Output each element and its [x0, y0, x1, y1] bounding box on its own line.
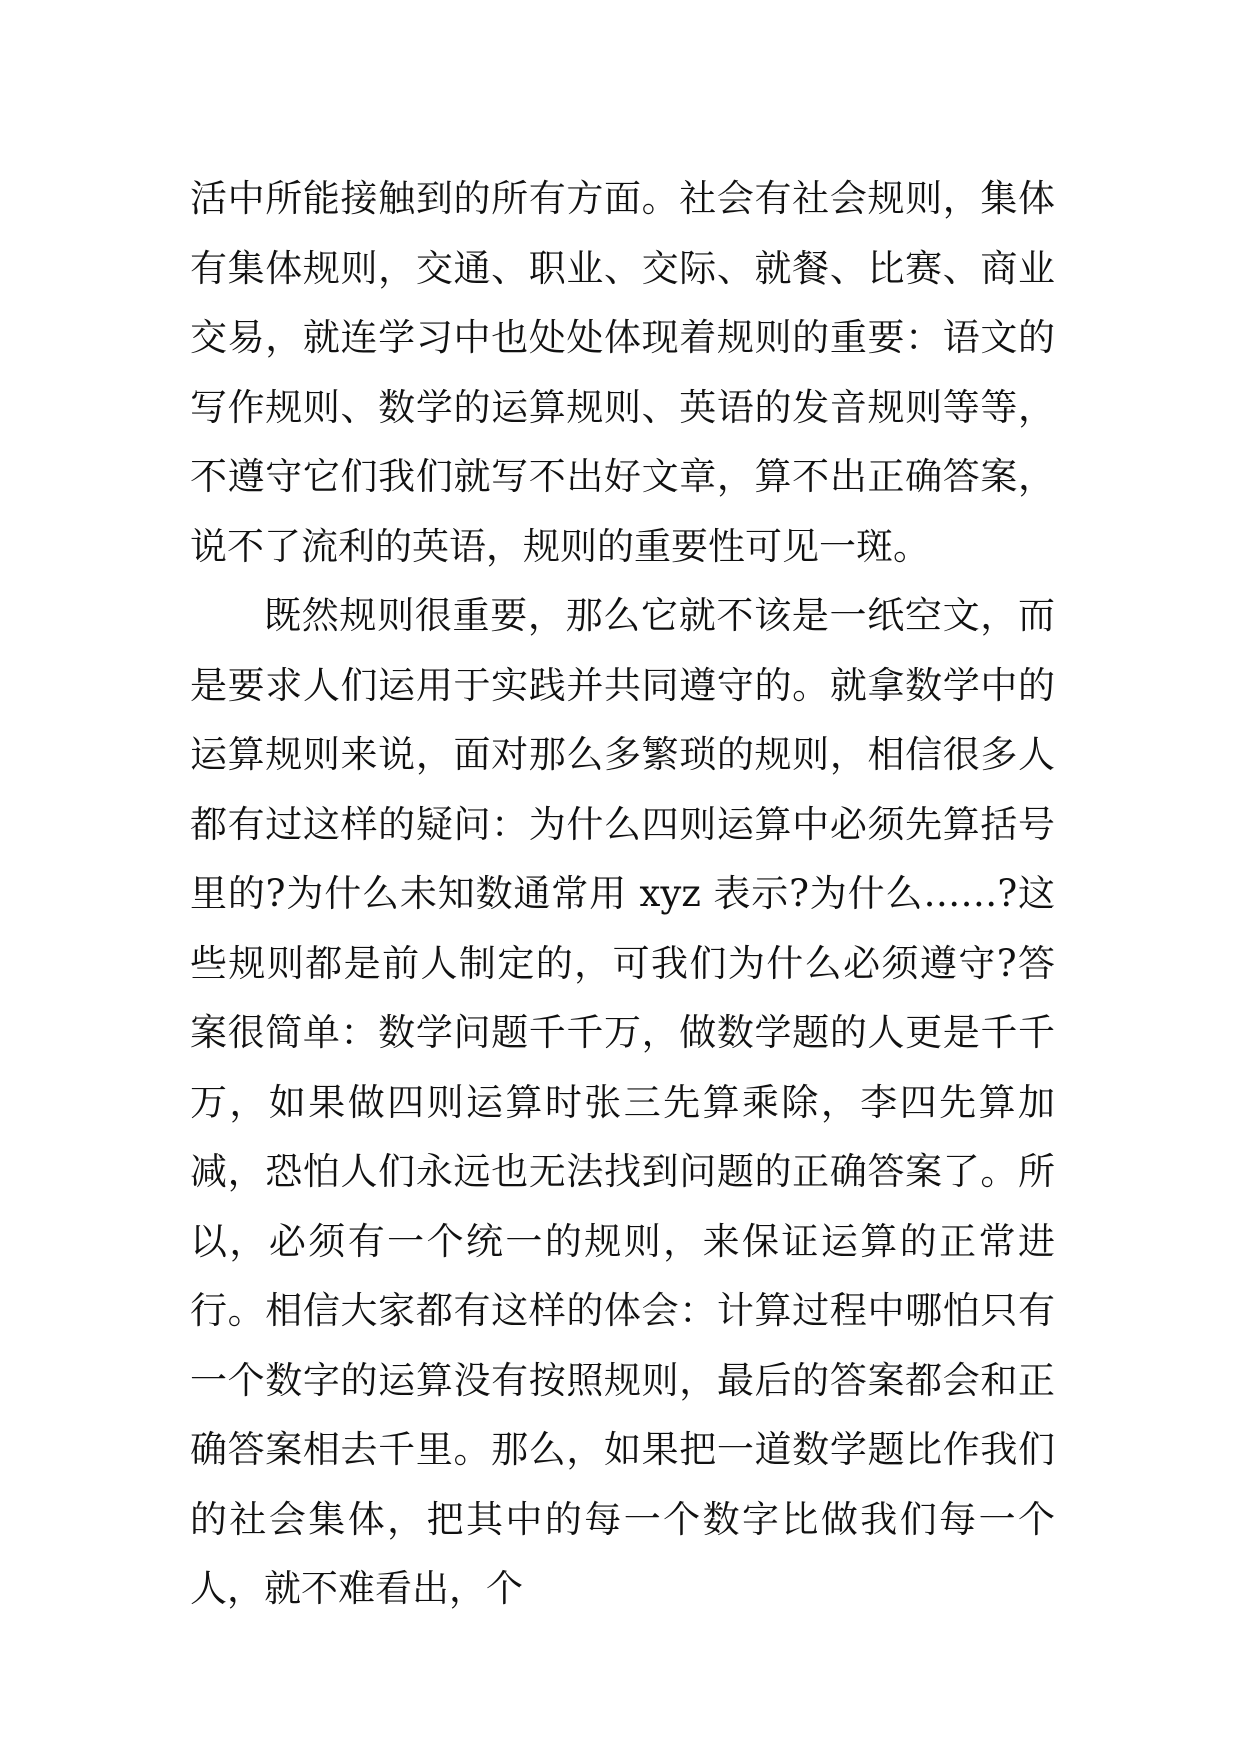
paragraph-continuation: 活中所能接触到的所有方面。社会有社会规则，集体有集体规则，交通、职业、交际、就餐、比赛、商业交易，就连学习中也处处体现着规则的重要：语文的写作规则、数学的运算规则、英语的发音规则等等，不遵守它们我们就写不出好文章，算不出正确答案，说不了流利的英语，规则的重要性可见一斑。: [190, 177, 1055, 568]
body-text: [190, 164, 1055, 1624]
paragraph: 既然规则很重要，那么它就不该是一纸空文，而是要求人们运用于实践并共同遵守的。就拿数学中的运算规则来说，面对那么多繁琐的规则，相信很多人都有过这样的疑问：为什么四则运算中必须先算括号里的?为什么未知数通常用 xyz 表示?为什么……?这些规则都是前人制定的，可我们为什么必须遵守?答案很简单：数学问题千千万，做数学题的人更是千千万，如果做四则运算时张三先算乘除，李四先算加减，恐怕人们永远也无法找到问题的正确答案了。所以，必须有一个统一的规则，来保证运算的正常进行。相信大家都有这样的体会：计算过程中哪怕只有一个数字的运算没有按照规则，最后的答案都会和正确答案相去千里。那么，如果把一道数学题比作我们的社会集体，把其中的每一个数字比做我们每一个人，就不难看出，个: [190, 594, 1055, 1610]
